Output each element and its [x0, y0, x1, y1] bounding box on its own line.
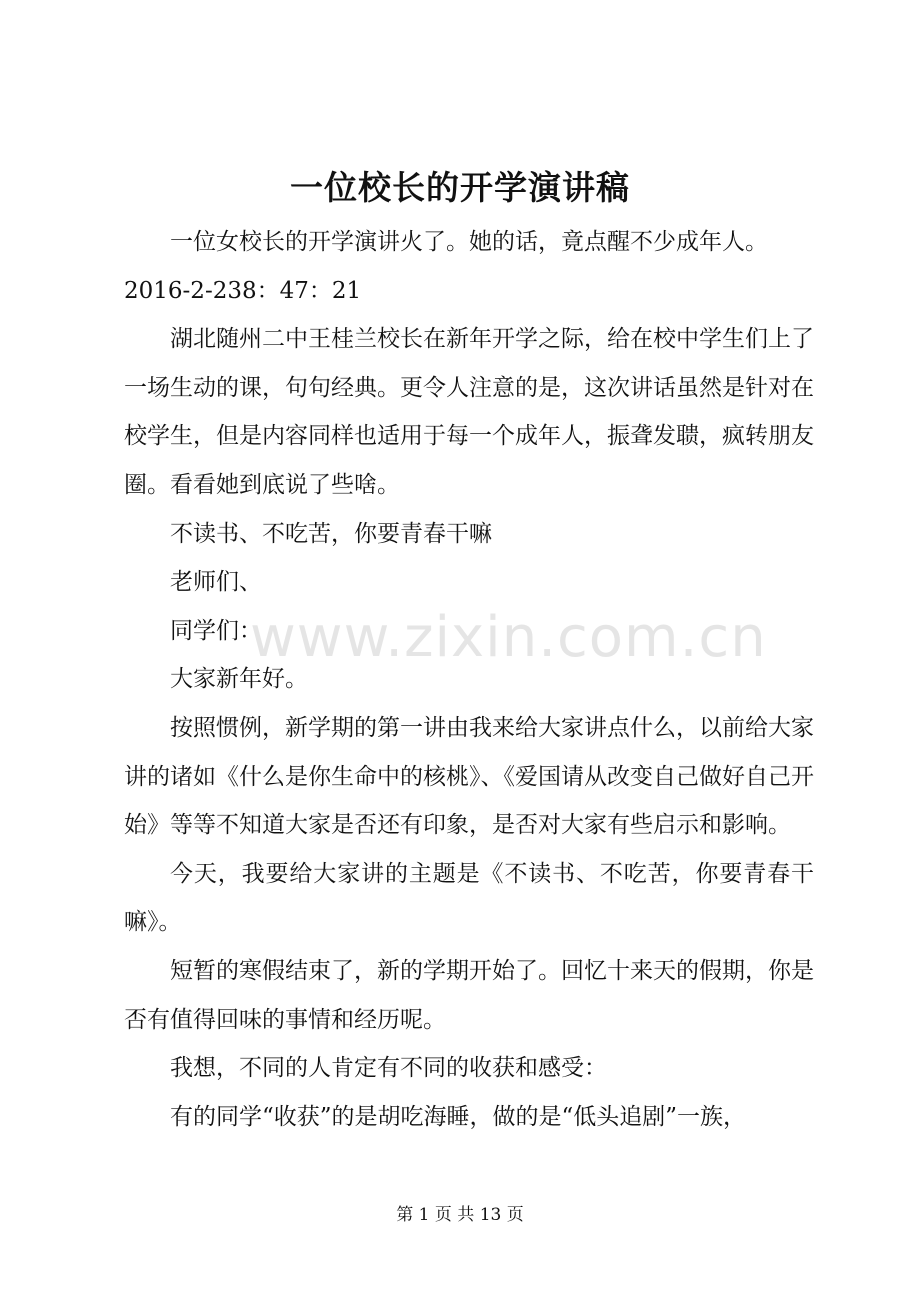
document-body [124, 218, 814, 1141]
paragraph-thoughts: 我想，不同的人肯定有不同的收获和感受： [170, 1055, 607, 1082]
paragraph-background: 湖北随州二中王桂兰校长在新年开学之际，给在校中学生们上了一场生动的课，句句经典。更令人注意的是，这次讲话虽然是针对在校学生，但是内容同样也适用于每一个成年人，振聋发聩，疯转朋友圈。看看她到底说了些啥。 [124, 326, 814, 498]
paragraph-greeting: 大家新年好。 [170, 666, 308, 693]
watermark: www.zixin.com.cn [250, 605, 767, 670]
paragraph-speech-title: 不读书、不吃苦，你要青春干嘛 [170, 520, 492, 547]
paragraph-holiday: 短暂的寒假结束了，新的学期开始了。回忆十来天的假期，你是否有值得回味的事情和经历呢。 [124, 957, 814, 1033]
paragraph-topic: 今天，我要给大家讲的主题是《不读书、不吃苦，你要青春干嘛》。 [124, 860, 814, 936]
paragraph-greeting-students: 同学们： [170, 617, 262, 644]
paragraph-date: 2016-2-238：47：21 [124, 277, 362, 304]
document-title: 一位校长的开学演讲稿 [290, 168, 630, 207]
paragraph-greeting-teachers: 老师们、 [170, 569, 262, 596]
paragraph-intro: 一位女校长的开学演讲火了。她的话，竟点醒不少成年人。 [170, 229, 768, 255]
page-footer: 第 1 页 共 13 页 [396, 1205, 524, 1225]
paragraph-harvest: 有的同学“收获”的是胡吃海睡，做的是“低头追剧”一族， [170, 1103, 747, 1130]
paragraph-custom: 按照惯例，新学期的第一讲由我来给大家讲点什么，以前给大家讲的诸如《什么是你生命中的核桃》、《爱国请从改变自己做好自己开始》等等不知道大家是否还有印象，是否对大家有些启示和影响。 [124, 714, 814, 839]
